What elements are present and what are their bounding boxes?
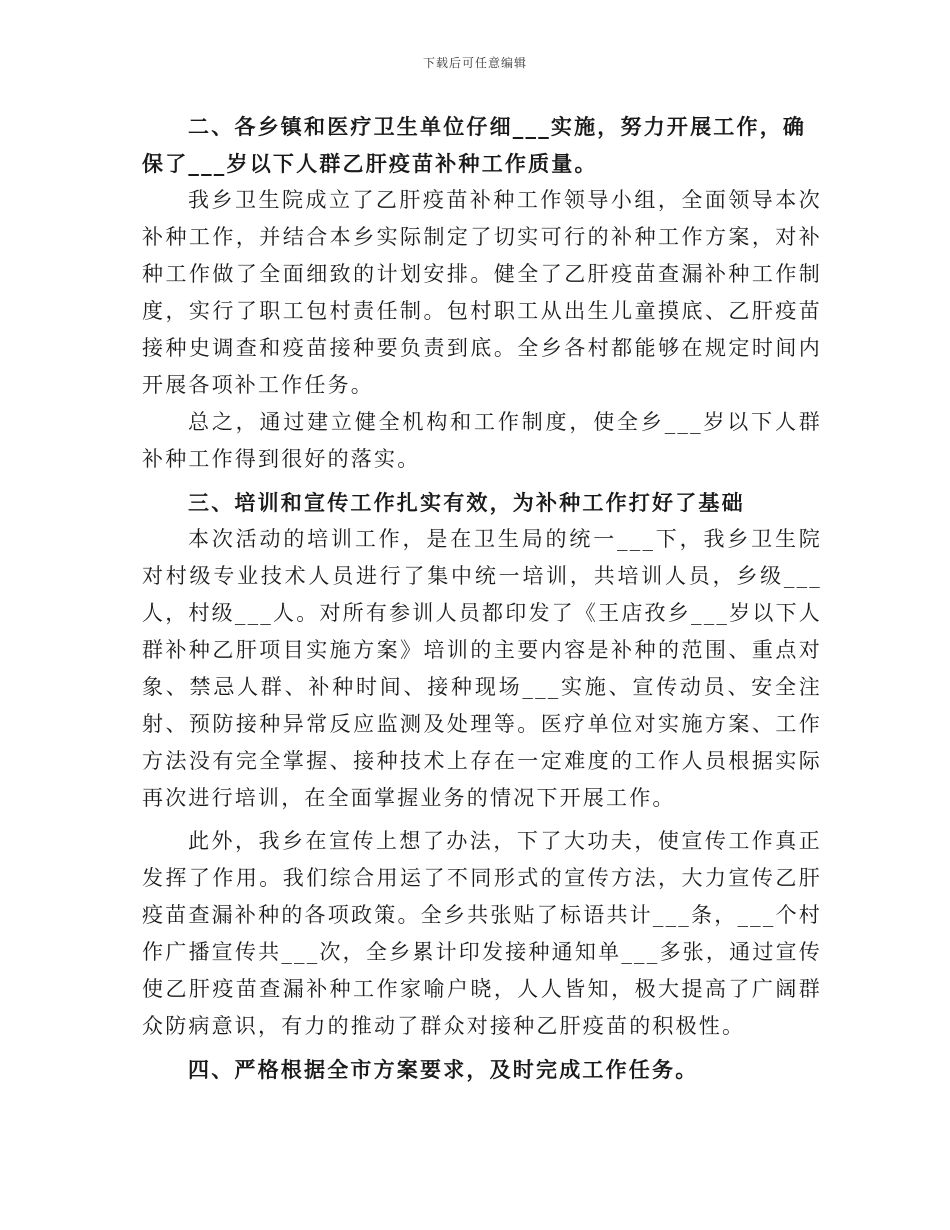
section-3-heading: 三、培训和宣传工作扎实有效，为补种工作打好了基础 — [188, 490, 745, 515]
section-2-paragraph-2: 总之，通过建立健全机构和工作制度，使全乡___岁以下人群补种工作得到很好的落实。 — [142, 410, 822, 471]
document-body — [142, 108, 822, 1088]
section-4-heading: 四、严格根据全市方案要求，及时完成工作任务。 — [188, 1057, 699, 1082]
header-note: 下载后可任意编辑 — [422, 56, 527, 70]
section-2-heading: 二、各乡镇和医疗卫生单位仔细___实施，努力开展工作，确保了___岁以下人群乙肝疫苗补种工作质量。 — [142, 114, 807, 176]
section-2-paragraph-1: 我乡卫生院成立了乙肝疫苗补种工作领导小组，全面领导本次补种工作，并结合本乡实际制定了切实可行的补种工作方案，对补种工作做了全面细致的计划安排。健全了乙肝疫苗查漏补种工作制度，实行了职工包村责任制。包村职工从出生儿童摸底、乙肝疫苗接种史调查和疫苗接种要负责到底。全乡各村都能够在规定时间内开展各项补工作任务。 — [142, 188, 822, 397]
section-3-paragraph-2: 此外，我乡在宣传上想了办法，下了大功夫，使宣传工作真正发挥了作用。我们综合用运了不同形式的宣传方法，大力宣传乙肝疫苗查漏补种的各项政策。全乡共张贴了标语共计___条，___个村作广播宣传共___次，全乡累计印发接种通知单___多张，通过宣传使乙肝疫苗查漏补种工作家喻户晓，人人皆知，极大提高了广阔群众防病意识，有力的推动了群众对接种乙肝疫苗的积极性。 — [142, 829, 822, 1038]
section-3-paragraph-1: 本次活动的培训工作，是在卫生局的统一___下，我乡卫生院对村级专业技术人员进行了集中统一培训，共培训人员，乡级___人，村级___人。对所有参训人员都印发了《王店孜乡___岁以下人群补种乙肝项目实施方案》培训的主要内容是补种的范围、重点对象、禁忌人群、补种时间、接种现场___实施、宣传动员、安全注射、预防接种异常反应监测及处理等。医疗单位对实施方案、工作方法没有完全掌握、接种技术上存在一定难度的工作人员根据实际再次进行培训，在全面掌握业务的情况下开展工作。 — [142, 527, 822, 810]
